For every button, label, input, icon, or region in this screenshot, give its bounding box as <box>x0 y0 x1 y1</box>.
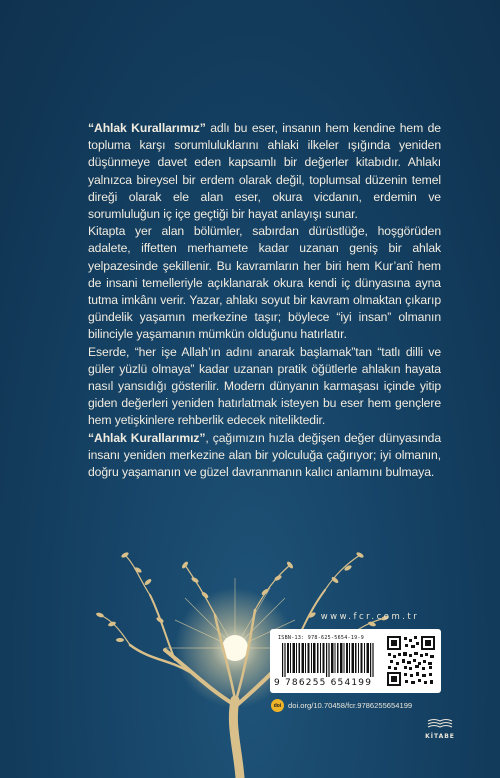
paragraph-3: Eserde, “her işe Allah’ın adını anarak başlamak”tan “tatlı dilli ve güler yüzlü olmaya” kadar uzanan pratik öğütlerle ahlakın hayata nasıl yansıdığı gösterilir. Modern dünyanın karmaşası içinde yitip giden değerleri yeniden hatırlatmak isteyen bu eser hem gençlere hem yetişkinlere rehberlik edecek niteliktedir. <box>88 344 441 428</box>
isbn-number: 9 786255 654199 <box>274 678 373 688</box>
paragraph-2: Kitapta yer alan bölümler, sabırdan dürüstlüğe, hoşgörüden adalete, iffetten merhamete kadar uzanan geniş bir ahlak yelpazesinde şekillenir. Bu kavramların her biri hem Kur’anî hem de insani temelleriyle açıklanarak okura kendi iç dünyasına ayna tutma imkânı verir. Yazar, ahlakı soyut bir kavram olmaktan çıkarıp gündelik yaşamın merkezine taşır; böylece “iyi insan” olmanın bilinciyle yaşamanın mümkün olduğunu hatırlatır. <box>88 224 441 342</box>
publisher-name: KİTABE <box>425 733 455 740</box>
paragraph-1 <box>88 120 441 223</box>
book-title-emphasis: “Ahlak Kurallarımız” <box>88 121 206 135</box>
paragraph-4-text: , çağımızın hızla değişen değer dünyasında insanı yeniden merkezine alan bir yolculuğa çağırıyor; iyi olmanın, doğru yaşamanın ve güzel davranmanın kalıcı anlamını bulmaya. <box>88 430 441 480</box>
paragraph-4 <box>88 430 441 482</box>
publisher-logo <box>420 715 460 740</box>
paragraph-1-text: adlı bu eser, insanın hem kendine hem de topluma karşı sorumluluklarını ahlaki ilkeler ışığında yeniden düşünmeye davet eden kapsamlı bir değerler kitabıdır. Ahlakı yalnızca bireysel bir erdem olarak değil, toplumsal düzenin temel direği olarak ele alan eser, okura vicdanın, erdemin ve sorumluluğun iç içe geçtiği bir hayat anlayışı sunar. <box>88 121 441 222</box>
barcode-panel <box>270 629 441 693</box>
book-title-emphasis-2: “Ahlak Kurallarımız” <box>88 430 206 445</box>
isbn-label: ISBN-13: 978-625-5654-19-9 <box>278 635 365 641</box>
doi-link[interactable] <box>271 699 412 712</box>
isbn-barcode <box>282 643 378 677</box>
doi-icon: doi <box>271 699 284 712</box>
back-cover-description <box>88 120 441 481</box>
doi-text: doi.org/10.70458/fcr.9786255654199 <box>288 701 413 710</box>
publisher-website: www.fcr.com.tr <box>320 612 420 622</box>
book-icon <box>427 718 453 728</box>
qr-code[interactable] <box>387 636 435 686</box>
